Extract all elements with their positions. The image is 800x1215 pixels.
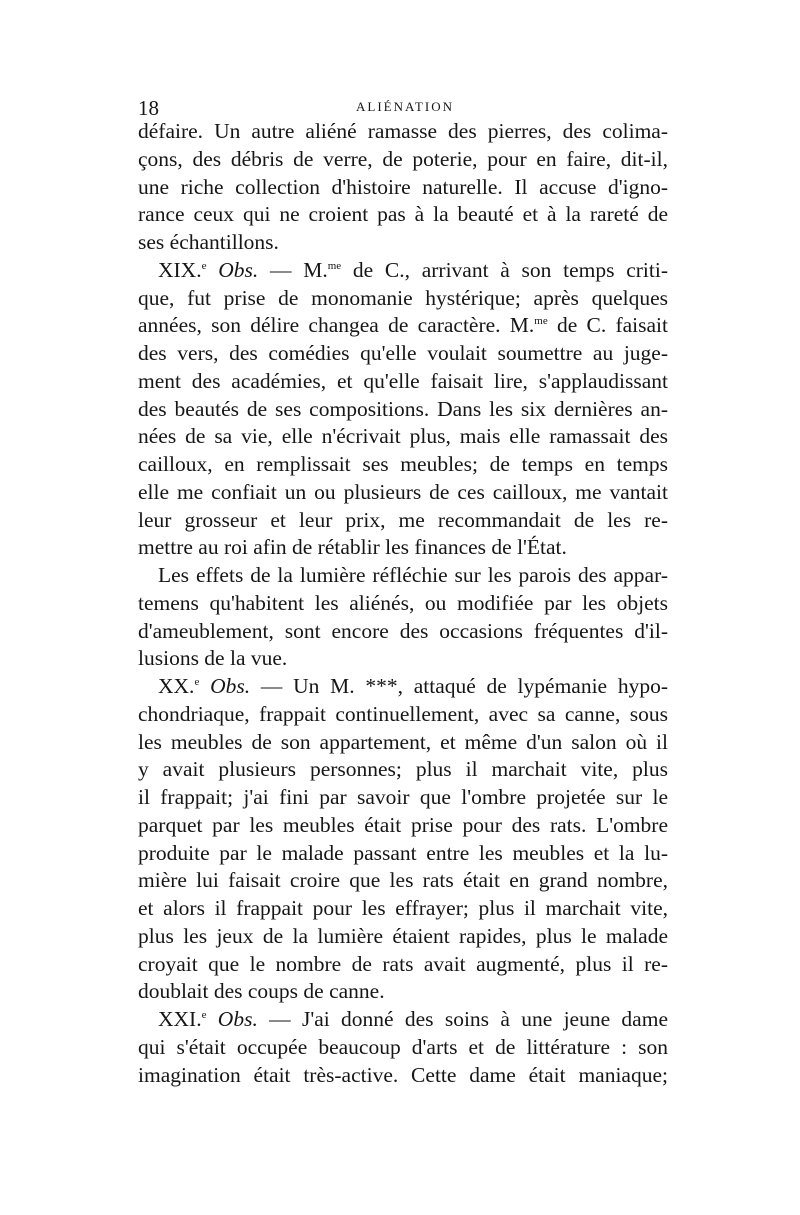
observation-heading-line: XX.$^e$ Obs. — Un M. ***, attaqué de lypémanie hypo- — [158, 674, 668, 698]
text-line: années, son délire changea de caractère. M.$^{me}$ de C. faisait — [138, 313, 669, 338]
text-line: Les effets de la lumière réfléchie sur les parois des appar- — [158, 563, 668, 587]
text-line: mettre au roi afin de rétablir les finances de l'État. — [138, 535, 567, 560]
text-line: rance ceux qui ne croient pas à la beauté et à la rareté de — [138, 202, 668, 227]
text-line: d'ameublement, sont encore des occasions fréquentes d'il- — [138, 618, 668, 643]
page-number: 18 — [138, 96, 159, 120]
body-text — [138, 118, 668, 1089]
text-line: cailloux, en remplissait ses meubles; de temps en temps — [138, 452, 668, 476]
text-line: y avait plusieurs personnes; plus il marchait vite, plus — [138, 757, 668, 782]
observation-heading-line: XXI.$^e$ Obs. — J'ai donné des soins à une jeune dame — [158, 1007, 668, 1031]
text-line: mière lui faisait croire que les rats était en grand nombre, — [138, 868, 668, 893]
text-line: ment des académies, et qu'elle faisait lire, s'applaudissant — [138, 368, 668, 393]
text-line: imagination était très-active. Cette dame était maniaque; — [138, 1062, 668, 1087]
text-line: les meubles de son appartement, et même d'un salon où il — [138, 729, 668, 754]
text-line: une riche collection d'histoire naturelle. Il accuse d'igno- — [138, 174, 668, 199]
text-line: et alors il frappait pour les effrayer; plus il marchait vite, — [138, 896, 668, 920]
text-line: elle me confiait un ou plusieurs de ces cailloux, me vantait — [138, 479, 668, 504]
text-line: produite par le malade passant entre les meubles et la lu- — [138, 840, 668, 865]
text-line: lusions de la vue. — [138, 646, 288, 671]
text-line: croyait que le nombre de rats avait augmenté, plus il re- — [138, 951, 668, 976]
text-line: çons, des débris de verre, de poterie, pour en faire, dit-il, — [138, 146, 668, 171]
text-line: parquet par les meubles était prise pour des rats. L'ombre — [138, 812, 668, 837]
text-line: des vers, des comédies qu'elle voulait soumettre au juge- — [138, 341, 668, 365]
text-line: doublait des coups de canne. — [138, 979, 385, 1004]
text-line: défaire. Un autre aliéné ramasse des pierres, des colima- — [138, 119, 668, 143]
text-line: des beautés de ses compositions. Dans les six dernières an- — [138, 396, 668, 421]
text-line: nées de sa vie, elle n'écrivait plus, mais elle ramassait des — [138, 424, 668, 449]
running-head — [138, 96, 668, 120]
text-line: ses échantillons. — [138, 230, 279, 254]
text-line: temens qu'habitent les aliénés, ou modifiée par les objets — [138, 590, 668, 615]
running-title: ALIÉNATION — [356, 99, 454, 114]
text-line: que, fut prise de monomanie hystérique; après quelques — [138, 285, 668, 310]
text-line: plus les jeux de la lumière étaient rapides, plus le malade — [138, 923, 668, 948]
text-line: leur grosseur et leur prix, me recommandait de les re- — [138, 507, 668, 532]
observation-heading-line: XIX.$^e$ Obs. — M.$^{me}$ de C., arrivant à son temps criti- — [158, 257, 669, 282]
text-line: qui s'était occupée beaucoup d'arts et de littérature : son — [138, 1034, 668, 1059]
text-line: chondriaque, frappait continuellement, avec sa canne, sous — [138, 701, 668, 726]
text-line: il frappait; j'ai fini par savoir que l'ombre projetée sur le — [138, 785, 668, 809]
